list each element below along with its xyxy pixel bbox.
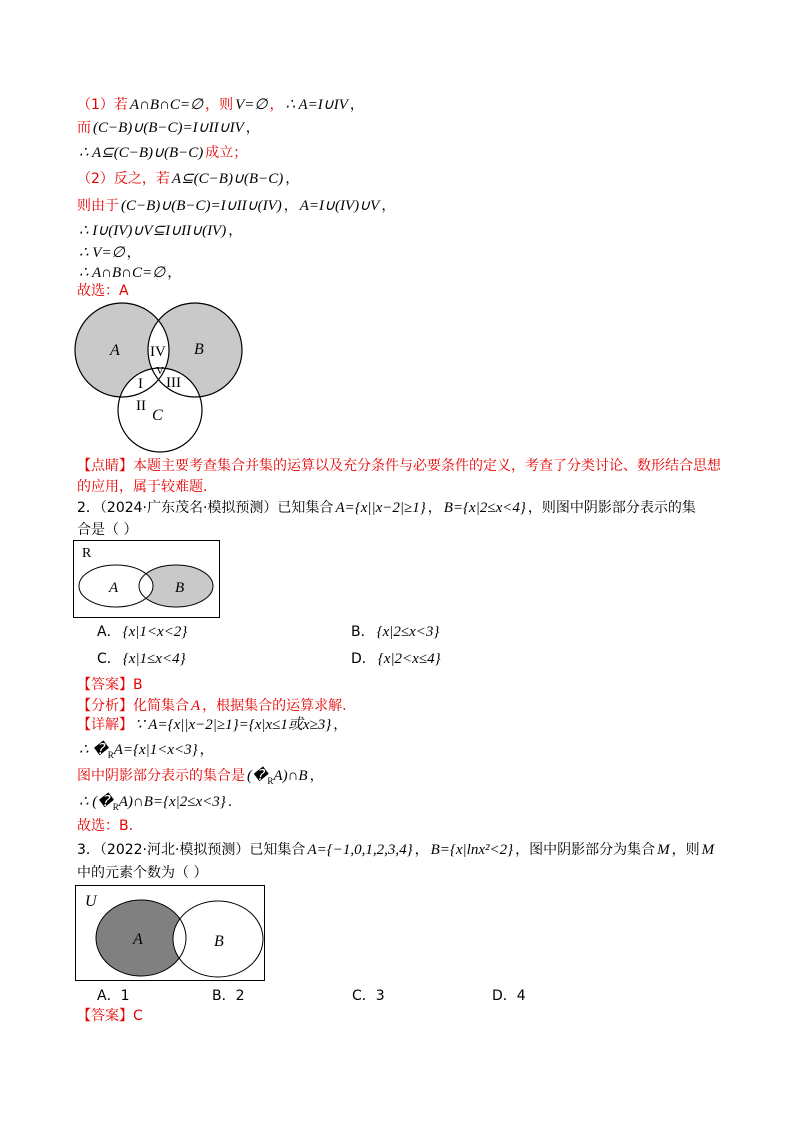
text: ，则 xyxy=(671,842,700,858)
q2-option-d xyxy=(351,650,443,668)
q3-venn-diagram xyxy=(76,886,264,980)
math: ∴ A=I∪IV xyxy=(285,97,348,113)
math xyxy=(247,768,308,784)
solution-choice: 故选：A xyxy=(77,283,129,299)
q2-detail-line-1 xyxy=(77,716,347,734)
q3-option-a xyxy=(97,987,130,1005)
solution-line-7 xyxy=(77,244,141,262)
text: ， xyxy=(414,842,429,858)
math: M xyxy=(657,842,670,858)
subscript: R xyxy=(267,776,274,786)
label-v: V xyxy=(156,365,164,377)
q3-option-c xyxy=(352,987,385,1005)
q3-option-d xyxy=(492,987,526,1005)
text: 3．（2022·河北·模拟预测）已知集合 xyxy=(77,842,306,858)
text: （1）若 xyxy=(77,97,128,113)
label-universe: R xyxy=(82,546,92,561)
q2-choice: 故选：B. xyxy=(77,818,134,834)
math: A∩B∩C=∅ xyxy=(129,97,204,113)
text: . xyxy=(227,794,233,810)
text: ，则图中阴影部分表示的集 xyxy=(527,500,696,516)
q3-venn-box xyxy=(75,885,265,981)
text: ， xyxy=(167,265,182,281)
therefore: ∴ ( xyxy=(79,794,98,810)
label-a: A xyxy=(109,580,119,596)
solution-line-4 xyxy=(77,170,299,188)
math: ∴ A∩B∩C=∅ xyxy=(79,265,166,281)
text: 则由于 xyxy=(77,198,119,214)
option-text: 2 xyxy=(235,988,245,1004)
q3-stem-line-2: 中的元素个数为（ ） xyxy=(77,865,208,881)
q2-option-a xyxy=(97,623,189,641)
label-b: B xyxy=(214,933,224,950)
note-line-2: 的应用，属于较难题. xyxy=(77,479,208,495)
q2-option-b xyxy=(351,623,441,641)
math: A={−1,0,1,2,3,4} xyxy=(307,842,413,858)
option-letter: D． xyxy=(492,988,517,1004)
text: ， xyxy=(228,223,243,239)
option-text: 3 xyxy=(375,988,385,1004)
q3-stem-line-1 xyxy=(77,841,716,859)
solution-line-1 xyxy=(77,96,364,114)
solution-line-3 xyxy=(77,144,247,162)
text: （2）反之，若 xyxy=(77,171,170,187)
text: ，根据集合的运算求解. xyxy=(202,698,347,714)
label-ii: II xyxy=(136,398,146,414)
math: A=I∪(IV)∪V xyxy=(299,198,380,214)
subscript: R xyxy=(112,802,119,812)
complement-symbol: � xyxy=(97,794,113,810)
q2-venn-box xyxy=(73,540,220,618)
option-letter: B． xyxy=(212,988,236,1004)
option-letter: D． xyxy=(351,651,376,667)
label-i: I xyxy=(138,376,143,392)
q2-stem-line-1 xyxy=(77,499,696,517)
option-text: 1 xyxy=(120,988,130,1004)
text: ， xyxy=(427,500,442,516)
text: ， xyxy=(349,97,364,113)
subscript: R xyxy=(107,750,114,760)
q2-venn-diagram xyxy=(74,541,219,617)
text: ， xyxy=(381,198,396,214)
text: ， xyxy=(269,97,284,113)
complement-symbol: � xyxy=(92,742,108,758)
math: ∴ A⊆(C−B)∪(B−C) xyxy=(79,145,204,161)
venn-diagram-three-sets xyxy=(70,298,250,456)
text: ， xyxy=(126,245,141,261)
option-letter: B． xyxy=(351,624,375,640)
label-c: C xyxy=(152,407,163,424)
text: ，则 xyxy=(205,97,234,113)
text: ， xyxy=(245,120,260,136)
complement-symbol: � xyxy=(252,768,268,784)
q2-analysis xyxy=(77,697,347,715)
text: 2．（2024·广东茂名·模拟预测）已知集合 xyxy=(77,500,334,516)
option-text: 4 xyxy=(516,988,526,1004)
solution-line-5 xyxy=(77,197,395,215)
math: A⊆(C−B)∪(B−C) xyxy=(171,171,284,187)
math: B={x|lnx²<2} xyxy=(430,842,514,858)
label-a: A xyxy=(110,342,120,359)
math: M xyxy=(701,842,715,858)
math: ∵ A={x||x−2|≥1}={x|x≤1或x≥3} xyxy=(135,717,332,733)
option-text: {x|1≤x<4} xyxy=(122,651,186,667)
label-b: B xyxy=(194,341,204,358)
text: ， xyxy=(309,768,324,784)
math: ∴ I∪(IV)∪V⊆I∪II∪(IV) xyxy=(79,223,227,239)
label-a: A xyxy=(133,931,143,948)
math-expr: A)∩B={x|2≤x<3} xyxy=(118,794,226,810)
math: V=∅ xyxy=(235,97,268,113)
option-text: {x|2≤x<3} xyxy=(376,624,440,640)
label-b: B xyxy=(175,580,185,596)
q2-answer: 【答案】B xyxy=(77,677,143,693)
therefore: ∴ xyxy=(79,742,89,758)
text: ， xyxy=(333,717,348,733)
q2-detail-line-3 xyxy=(77,767,324,790)
math-expr: A={x|1<x<3} xyxy=(113,742,198,758)
solution-line-2 xyxy=(77,119,260,137)
q3-answer: 【答案】C xyxy=(77,1008,143,1024)
math xyxy=(79,742,198,758)
paren: ( xyxy=(247,768,252,784)
option-text: {x|1<x<2} xyxy=(122,624,188,640)
math: A={x||x−2|≥1} xyxy=(335,500,426,516)
math: A xyxy=(191,698,201,714)
q2-detail-line-2 xyxy=(77,741,214,764)
text: ，图中阴影部分为集合 xyxy=(515,842,656,858)
option-text: {x|2<x≤4} xyxy=(377,651,441,667)
math: B={x|2≤x<4} xyxy=(443,500,526,516)
q2-stem-line-2: 合是（ ） xyxy=(77,522,138,538)
option-letter: C． xyxy=(97,651,121,667)
math-expr: A)∩B xyxy=(273,768,308,784)
label-iv: IV xyxy=(150,344,166,360)
solution-line-6 xyxy=(77,222,242,240)
math: (C−B)∪(B−C)=I∪II∪(IV) xyxy=(121,198,282,214)
text: ， xyxy=(199,742,214,758)
text: 【详解】 xyxy=(77,717,133,733)
math xyxy=(79,794,226,810)
text: ， xyxy=(285,171,300,187)
text: 而 xyxy=(77,120,91,136)
solution-line-8 xyxy=(77,264,181,282)
option-letter: C． xyxy=(352,988,376,1004)
text: ， xyxy=(283,198,298,214)
option-letter: A． xyxy=(97,988,121,1004)
math: (C−B)∪(B−C)=I∪II∪IV xyxy=(93,120,244,136)
q2-option-c xyxy=(97,650,188,668)
q2-detail-line-4 xyxy=(77,793,232,816)
option-letter: A． xyxy=(97,624,121,640)
text: 成立； xyxy=(205,145,248,161)
note-line-1: 【点睛】本题主要考查集合并集的运算以及充分条件与必要条件的定义，考查了分类讨论、数形结合思想 xyxy=(77,458,721,474)
text: 【分析】化简集合 xyxy=(77,698,189,714)
math: ∴ V=∅ xyxy=(79,245,125,261)
text: 图中阴影部分表示的集合是 xyxy=(77,768,245,784)
label-iii: III xyxy=(166,375,181,391)
label-universe: U xyxy=(85,893,97,910)
q3-option-b xyxy=(212,987,245,1005)
